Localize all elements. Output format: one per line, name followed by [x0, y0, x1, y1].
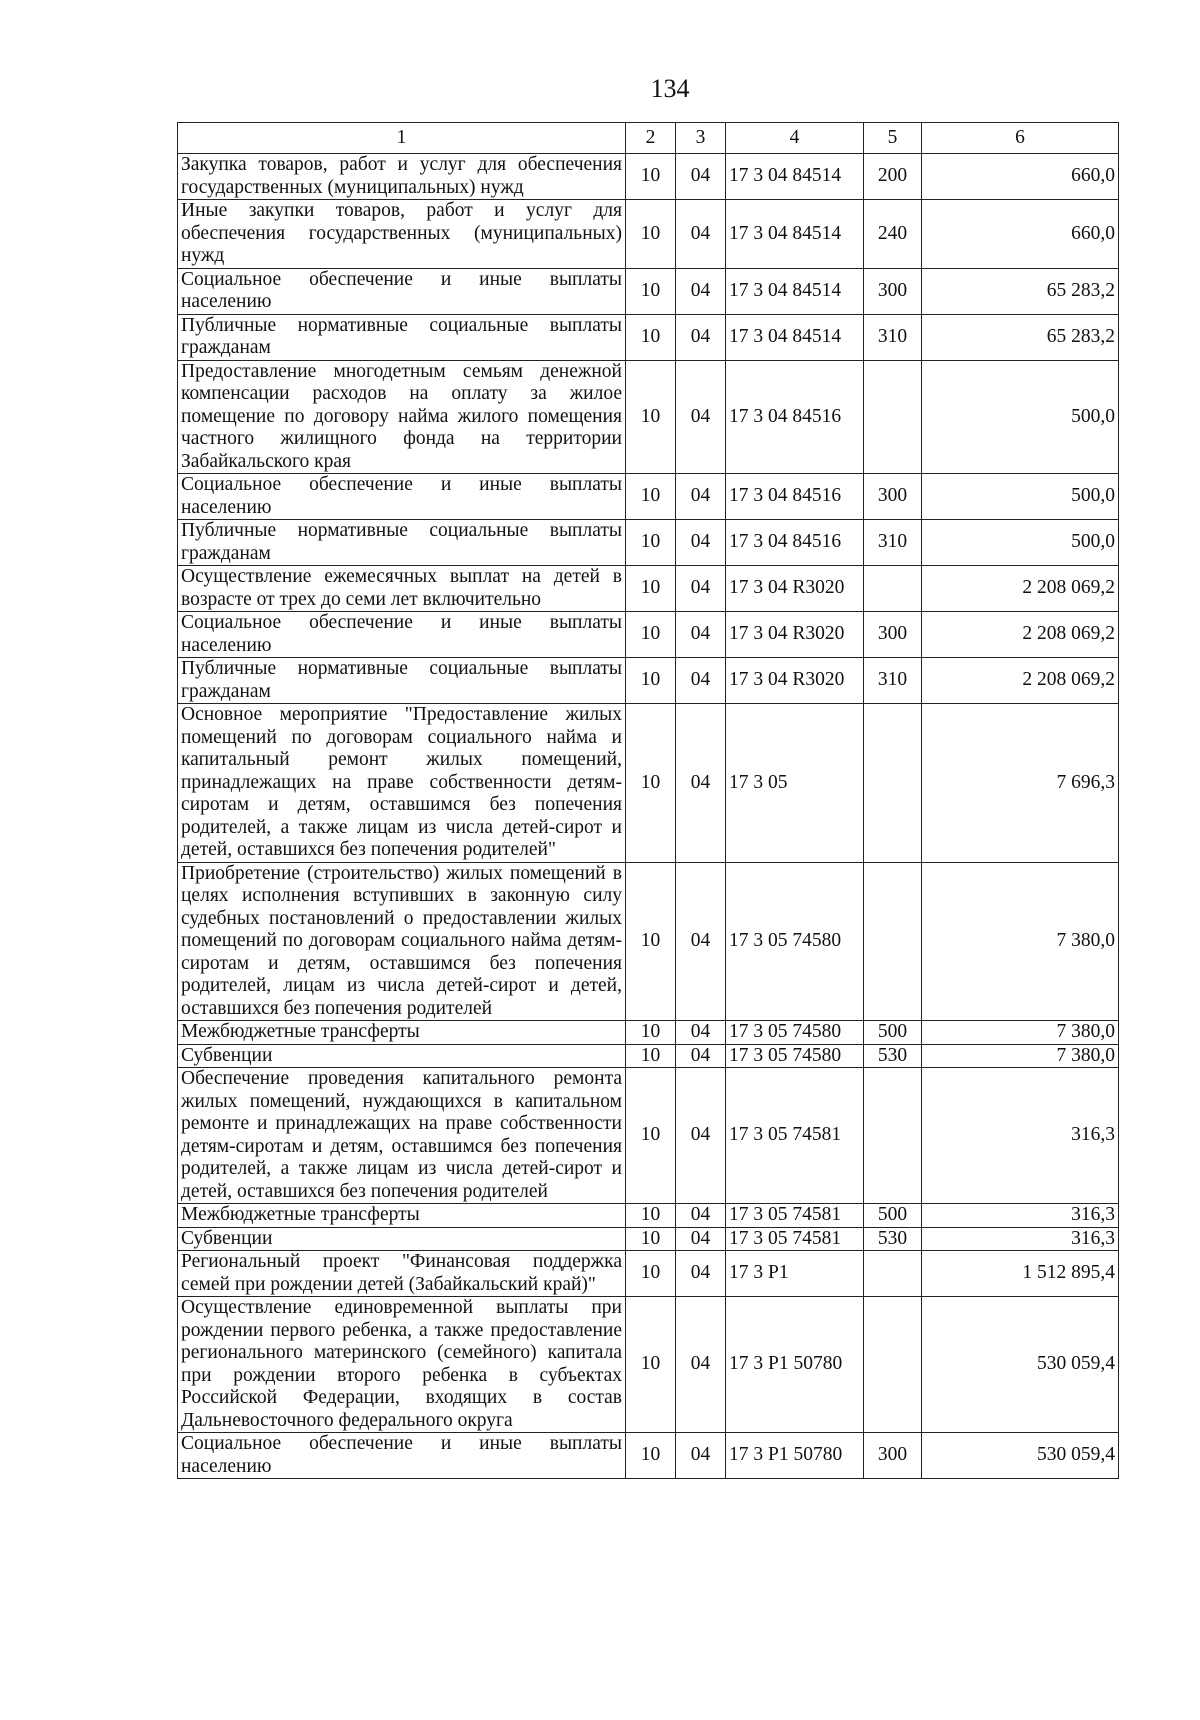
row-amount: 530 059,4: [922, 1297, 1119, 1433]
row-section: 10: [626, 1068, 676, 1204]
row-section: 10: [626, 862, 676, 1021]
row-target-code: 17 3 05 74580: [726, 1021, 864, 1045]
row-amount: 65 283,2: [922, 268, 1119, 314]
table-row: [178, 612, 1119, 658]
row-target-code: 17 3 05: [726, 704, 864, 863]
row-subsection: 04: [676, 1297, 726, 1433]
row-expense-type: 310: [864, 314, 922, 360]
row-name: Основное мероприятие "Предоставление жилых помещений по договорам социального найма и капитальный ремонт жилых помещений, принадлежащих на праве собственности детям-сиротам и детям, оставшимся без попечения родителей, а также лицам из числа детей-сирот и детей, оставшихся без попечения родителей": [178, 704, 626, 863]
row-target-code: 17 3 04 R3020: [726, 612, 864, 658]
row-subsection: 04: [676, 862, 726, 1021]
table-row: [178, 1204, 1119, 1228]
row-expense-type: 240: [864, 200, 922, 269]
row-amount: 530 059,4: [922, 1433, 1119, 1479]
row-name: Публичные нормативные социальные выплаты гражданам: [178, 520, 626, 566]
row-name: Региональный проект "Финансовая поддержка семей при рождении детей (Забайкальский край)": [178, 1251, 626, 1297]
row-subsection: 04: [676, 1044, 726, 1068]
row-subsection: 04: [676, 1021, 726, 1045]
table-row: [178, 474, 1119, 520]
row-expense-type: 310: [864, 658, 922, 704]
row-amount: 2 208 069,2: [922, 566, 1119, 612]
page-number: 134: [650, 74, 690, 103]
table-row: [178, 704, 1119, 863]
row-expense-type: 310: [864, 520, 922, 566]
header-col-4: 4: [726, 123, 864, 154]
table-row: [178, 268, 1119, 314]
table-row: [178, 1297, 1119, 1433]
row-section: 10: [626, 1044, 676, 1068]
row-target-code: 17 3 04 84516: [726, 360, 864, 474]
row-subsection: 04: [676, 704, 726, 863]
row-section: 10: [626, 1433, 676, 1479]
table-row: [178, 154, 1119, 200]
table-row: [178, 658, 1119, 704]
row-subsection: 04: [676, 1433, 726, 1479]
table-body: [178, 154, 1119, 1479]
row-name: Публичные нормативные социальные выплаты гражданам: [178, 314, 626, 360]
row-name: Социальное обеспечение и иные выплаты населению: [178, 474, 626, 520]
row-amount: 500,0: [922, 474, 1119, 520]
row-section: 10: [626, 1251, 676, 1297]
row-section: 10: [626, 612, 676, 658]
row-expense-type: [864, 1297, 922, 1433]
row-name: Субвенции: [178, 1044, 626, 1068]
table-header-row: [178, 123, 1119, 154]
row-expense-type: 300: [864, 268, 922, 314]
row-name: Публичные нормативные социальные выплаты гражданам: [178, 658, 626, 704]
row-amount: 316,3: [922, 1227, 1119, 1251]
row-target-code: 17 3 04 R3020: [726, 566, 864, 612]
row-amount: 316,3: [922, 1068, 1119, 1204]
row-amount: 2 208 069,2: [922, 658, 1119, 704]
row-amount: 1 512 895,4: [922, 1251, 1119, 1297]
row-expense-type: [864, 704, 922, 863]
row-section: 10: [626, 360, 676, 474]
row-name: Предоставление многодетным семьям денежной компенсации расходов на оплату за жилое помещение по договору найма жилого помещения частного жилищного фонда на территории Забайкальского края: [178, 360, 626, 474]
row-target-code: 17 3 04 84516: [726, 474, 864, 520]
row-amount: 316,3: [922, 1204, 1119, 1228]
row-expense-type: [864, 1251, 922, 1297]
row-name: Осуществление ежемесячных выплат на детей в возрасте от трех до семи лет включительно: [178, 566, 626, 612]
row-name: Субвенции: [178, 1227, 626, 1251]
row-expense-type: [864, 862, 922, 1021]
table-row: [178, 1433, 1119, 1479]
table-row: [178, 1251, 1119, 1297]
row-target-code: 17 3 04 84516: [726, 520, 864, 566]
row-expense-type: 500: [864, 1204, 922, 1228]
row-subsection: 04: [676, 474, 726, 520]
row-name: Иные закупки товаров, работ и услуг для обеспечения государственных (муниципальных) нужд: [178, 200, 626, 269]
row-subsection: 04: [676, 360, 726, 474]
row-name: Межбюджетные трансферты: [178, 1021, 626, 1045]
row-name: Приобретение (строительство) жилых помещений в целях исполнения вступивших в законную силу судебных постановлений о предоставлении жилых помещений по договорам социального найма детям-сиротам и детям, оставшимся без попечения родителей, лицам из числа детей-сирот и детей, оставшихся без попечения родителей: [178, 862, 626, 1021]
row-section: 10: [626, 520, 676, 566]
header-col-2: 2: [626, 123, 676, 154]
row-target-code: 17 3 P1 50780: [726, 1297, 864, 1433]
row-section: 10: [626, 1021, 676, 1045]
row-name: Обеспечение проведения капитального ремонта жилых помещений, нуждающихся в капитальном ремонте и принадлежащих на праве собственности детям-сиротам и детям, оставшимся без попечения родителей, а также лицам из числа детей-сирот и детей, оставшихся без попечения родителей: [178, 1068, 626, 1204]
row-subsection: 04: [676, 658, 726, 704]
table-row: [178, 520, 1119, 566]
row-target-code: 17 3 05 74580: [726, 1044, 864, 1068]
row-amount: 7 696,3: [922, 704, 1119, 863]
table-row: [178, 314, 1119, 360]
row-expense-type: [864, 1068, 922, 1204]
header-col-5: 5: [864, 123, 922, 154]
row-section: 10: [626, 268, 676, 314]
row-amount: 660,0: [922, 154, 1119, 200]
row-section: 10: [626, 314, 676, 360]
row-amount: 7 380,0: [922, 862, 1119, 1021]
row-expense-type: 200: [864, 154, 922, 200]
row-expense-type: 530: [864, 1227, 922, 1251]
row-section: 10: [626, 154, 676, 200]
row-amount: 660,0: [922, 200, 1119, 269]
table-row: [178, 1044, 1119, 1068]
row-section: 10: [626, 566, 676, 612]
row-subsection: 04: [676, 566, 726, 612]
row-target-code: 17 3 04 84514: [726, 314, 864, 360]
row-target-code: 17 3 P1: [726, 1251, 864, 1297]
row-subsection: 04: [676, 200, 726, 269]
table-row: [178, 1068, 1119, 1204]
table-row: [178, 566, 1119, 612]
row-target-code: 17 3 04 84514: [726, 154, 864, 200]
row-section: 10: [626, 1227, 676, 1251]
row-target-code: 17 3 05 74580: [726, 862, 864, 1021]
row-target-code: 17 3 05 74581: [726, 1204, 864, 1228]
table-row: [178, 200, 1119, 269]
row-section: 10: [626, 658, 676, 704]
table-row: [178, 1227, 1119, 1251]
row-target-code: 17 3 04 84514: [726, 200, 864, 269]
row-section: 10: [626, 1297, 676, 1433]
row-subsection: 04: [676, 154, 726, 200]
row-name: Закупка товаров, работ и услуг для обеспечения государственных (муниципальных) нужд: [178, 154, 626, 200]
row-target-code: 17 3 05 74581: [726, 1227, 864, 1251]
table-row: [178, 360, 1119, 474]
row-amount: 500,0: [922, 520, 1119, 566]
row-section: 10: [626, 1204, 676, 1228]
row-expense-type: [864, 566, 922, 612]
row-expense-type: 300: [864, 612, 922, 658]
row-subsection: 04: [676, 314, 726, 360]
row-name: Осуществление единовременной выплаты при рождении первого ребенка, а также предоставление регионального материнского (семейного) капитала при рождении второго ребенка в субъектах Российской Федерации, входящих в состав Дальневосточного федерального округа: [178, 1297, 626, 1433]
row-target-code: 17 3 05 74581: [726, 1068, 864, 1204]
row-expense-type: 530: [864, 1044, 922, 1068]
row-section: 10: [626, 200, 676, 269]
row-subsection: 04: [676, 520, 726, 566]
budget-table: [177, 122, 1119, 1479]
row-section: 10: [626, 474, 676, 520]
row-expense-type: 300: [864, 1433, 922, 1479]
header-col-1: 1: [178, 123, 626, 154]
row-target-code: 17 3 P1 50780: [726, 1433, 864, 1479]
row-name: Межбюджетные трансферты: [178, 1204, 626, 1228]
header-col-3: 3: [676, 123, 726, 154]
row-name: Социальное обеспечение и иные выплаты населению: [178, 612, 626, 658]
row-subsection: 04: [676, 268, 726, 314]
row-name: Социальное обеспечение и иные выплаты населению: [178, 268, 626, 314]
table-row: [178, 1021, 1119, 1045]
row-subsection: 04: [676, 1204, 726, 1228]
table-row: [178, 862, 1119, 1021]
row-expense-type: 300: [864, 474, 922, 520]
row-subsection: 04: [676, 1068, 726, 1204]
row-expense-type: [864, 360, 922, 474]
row-amount: 2 208 069,2: [922, 612, 1119, 658]
row-expense-type: 500: [864, 1021, 922, 1045]
row-target-code: 17 3 04 R3020: [726, 658, 864, 704]
row-amount: 65 283,2: [922, 314, 1119, 360]
row-subsection: 04: [676, 612, 726, 658]
row-amount: 7 380,0: [922, 1044, 1119, 1068]
row-amount: 7 380,0: [922, 1021, 1119, 1045]
row-name: Социальное обеспечение и иные выплаты населению: [178, 1433, 626, 1479]
row-subsection: 04: [676, 1251, 726, 1297]
row-section: 10: [626, 704, 676, 863]
row-amount: 500,0: [922, 360, 1119, 474]
row-subsection: 04: [676, 1227, 726, 1251]
row-target-code: 17 3 04 84514: [726, 268, 864, 314]
header-col-6: 6: [922, 123, 1119, 154]
